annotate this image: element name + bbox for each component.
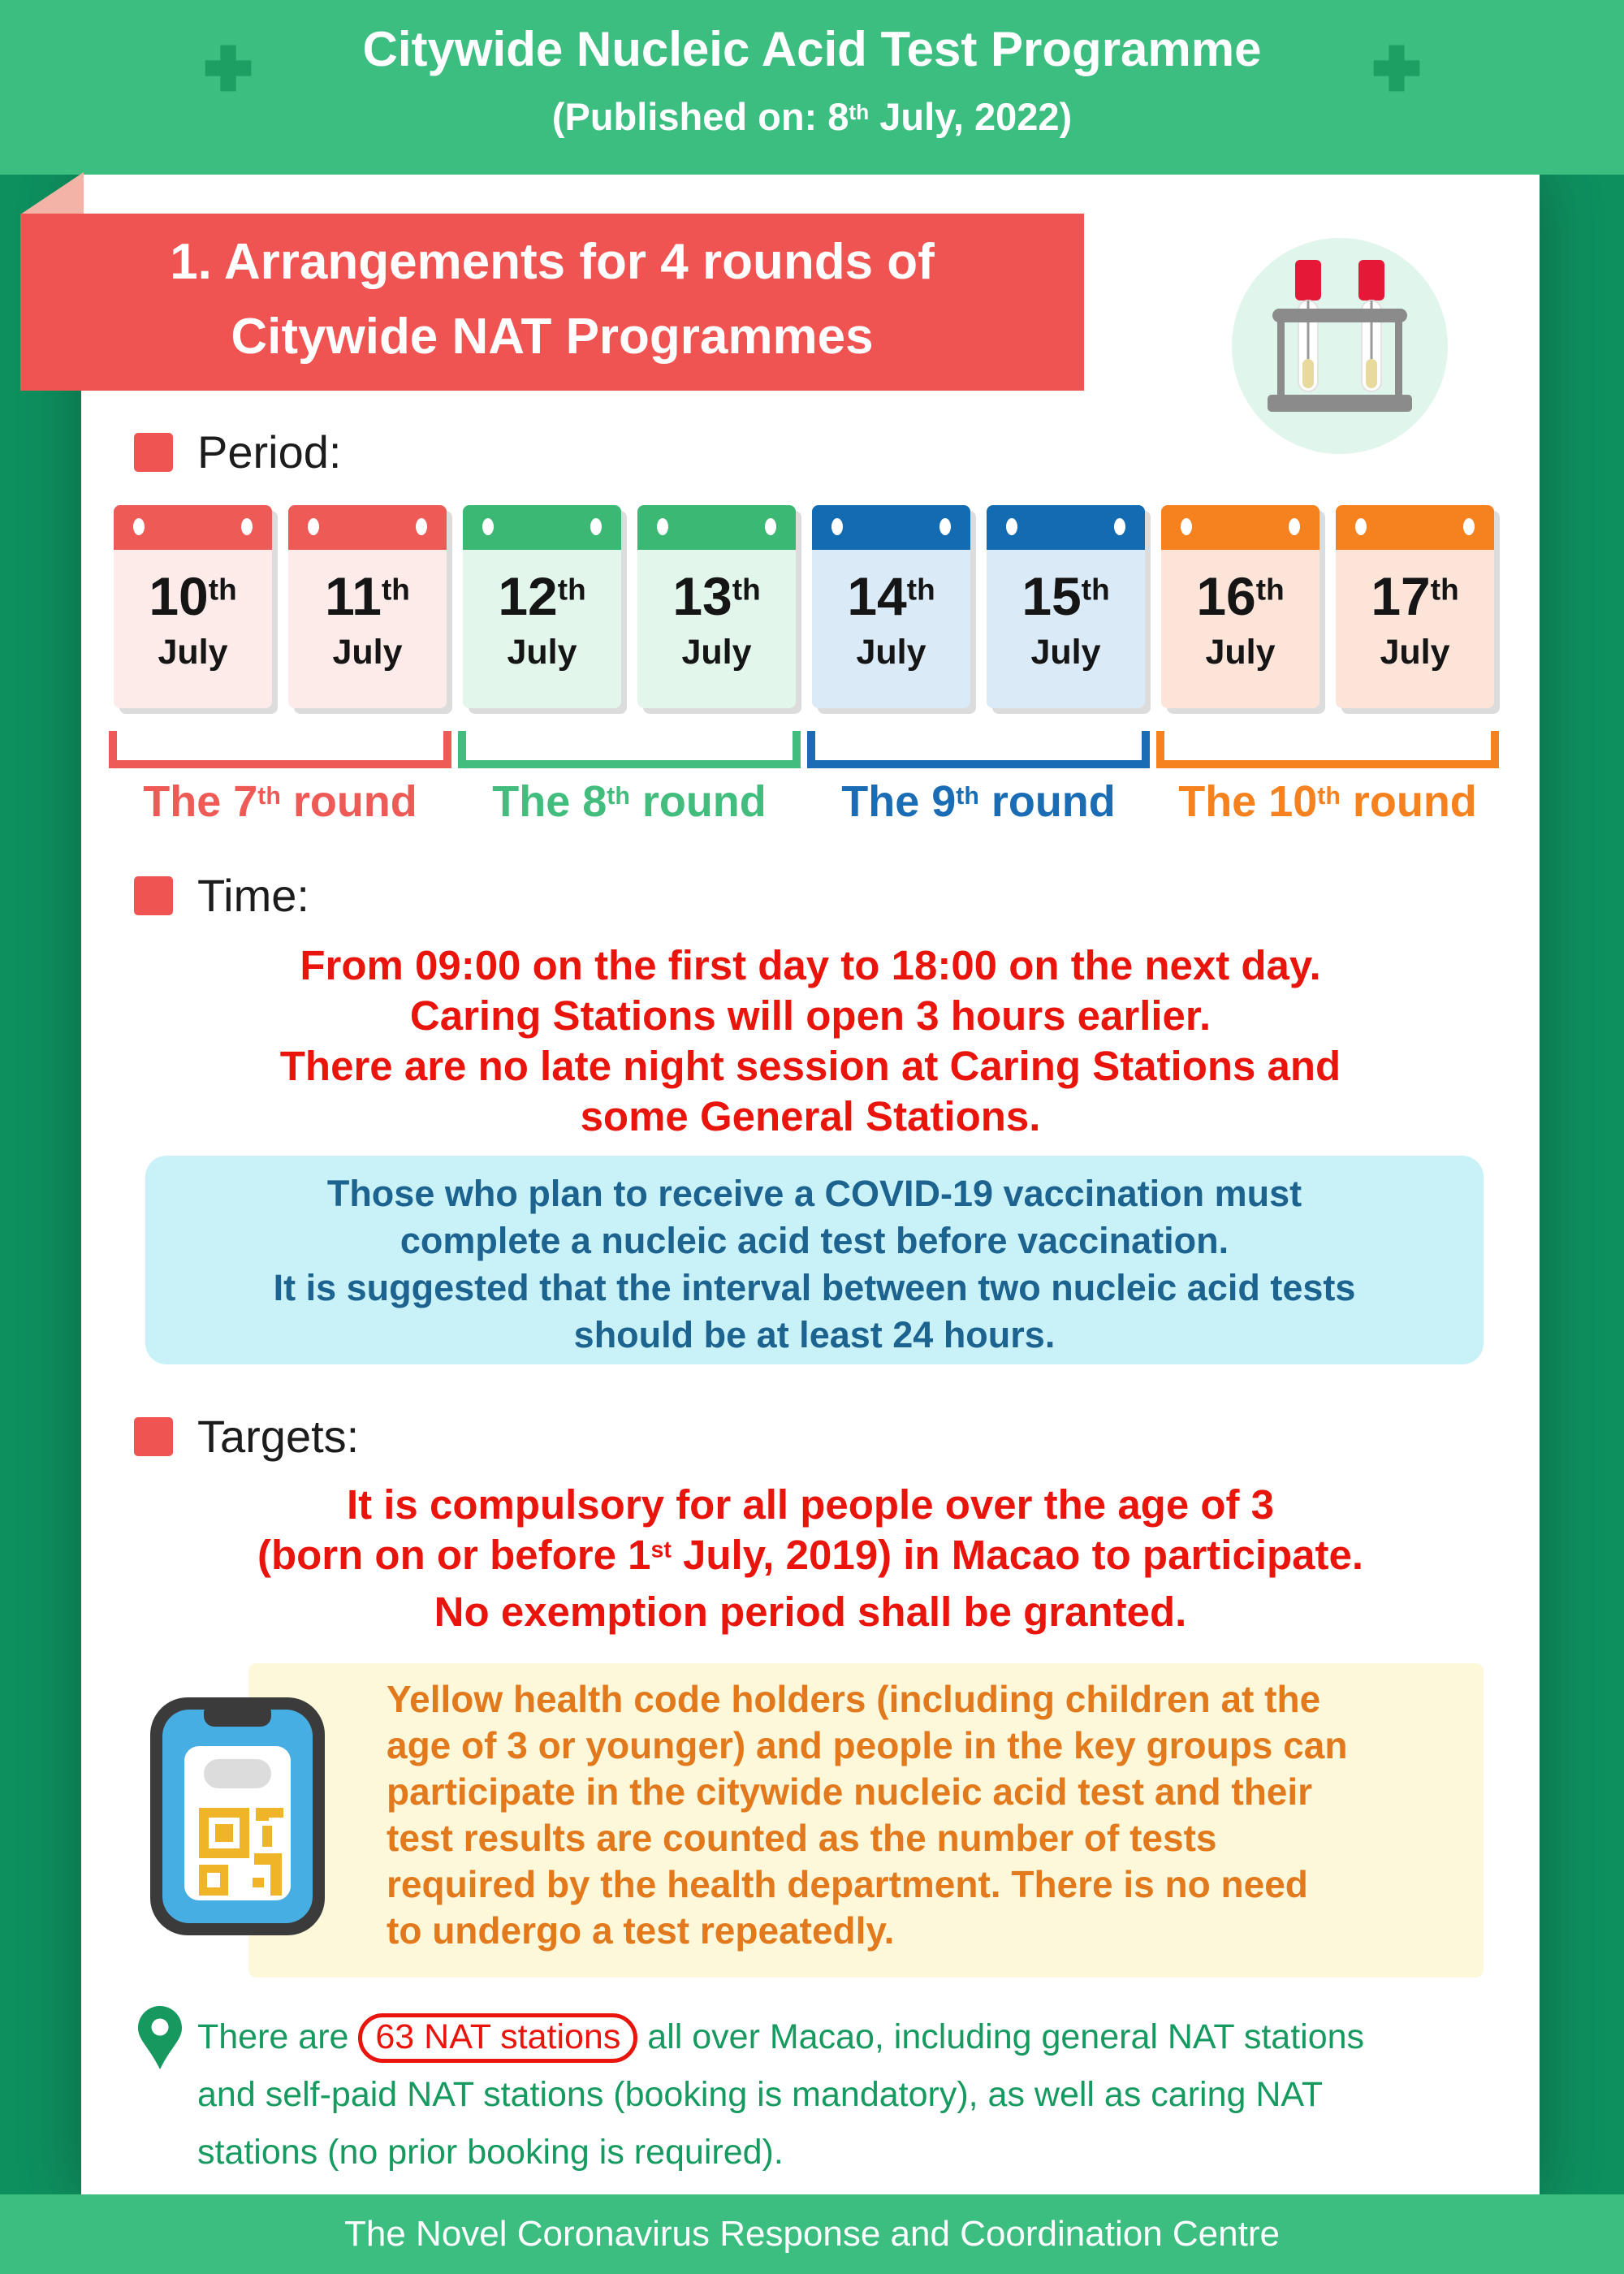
calendar-month: July — [1205, 633, 1276, 672]
vaccination-note-line-3: It is suggested that the interval between two nucleic acid tests — [273, 1267, 1356, 1308]
calendar-hole-right — [1463, 518, 1475, 535]
vaccination-note-line-2: complete a nucleic acid test before vaccination. — [400, 1220, 1229, 1261]
test-tube-rack-icon — [1232, 238, 1448, 454]
page-title: Citywide Nucleic Acid Test Programme — [362, 22, 1262, 76]
header-band — [0, 0, 1624, 175]
banner-line-2: Citywide NAT Programmes — [231, 309, 874, 365]
targets-line-3: No exemption period shall be granted. — [434, 1589, 1187, 1635]
key-groups-line-4: test results are counted as the number of tests — [387, 1817, 1217, 1859]
published-date-post: July, 2022) — [869, 95, 1073, 138]
targets-line-2 — [81, 1530, 1540, 1587]
calendar-day-number: 11 — [325, 566, 382, 626]
round-label-7 — [109, 776, 451, 827]
calendar-day-suffix: th — [381, 573, 410, 607]
red-square-bullet — [134, 1417, 173, 1456]
calendar-card-17-july — [1336, 505, 1494, 708]
stations-count-highlight: 63 NAT stations — [358, 2013, 637, 2063]
vaccination-note-box — [145, 1156, 1484, 1364]
calendar-day-number: 16 — [1196, 566, 1256, 626]
round-label-post: round — [629, 777, 767, 826]
targets-line-2-post: July, 2019) in Macao to participate. — [671, 1532, 1364, 1578]
calendar-hole-left — [1355, 518, 1367, 535]
calendar-card-10-july — [114, 505, 272, 708]
round-bracket-8 — [458, 731, 801, 768]
round-label-ordinal: th — [257, 782, 281, 810]
targets-line-2-ordinal: st — [650, 1537, 672, 1563]
health-code-phone-icon — [150, 1697, 325, 1939]
calendar-month: July — [158, 633, 228, 672]
calendar-card-header — [1336, 505, 1494, 550]
calendar-card-16-july — [1161, 505, 1320, 708]
calendar-card-13-july — [637, 505, 796, 708]
calendar-hole-right — [241, 518, 253, 535]
medical-cross-icon — [1369, 41, 1424, 96]
period-heading — [134, 426, 341, 478]
key-groups-line-6: to undergo a test repeatedly. — [387, 1909, 895, 1952]
stations-line-3: stations (no prior booking is required). — [197, 2133, 784, 2172]
calendar-day — [114, 566, 272, 626]
calendar-day-number: 14 — [847, 566, 907, 626]
time-line-4: some General Stations. — [580, 1093, 1041, 1139]
calendar-hole-left — [1181, 518, 1192, 535]
round-bracket-10 — [1156, 731, 1499, 768]
vaccination-note-line-1: Those who plan to receive a COVID-19 vaccination must — [326, 1173, 1302, 1214]
targets-line-1: It is compulsory for all people over the age of 3 — [346, 1481, 1275, 1528]
time-line-2: Caring Stations will open 3 hours earlier. — [409, 992, 1212, 1039]
time-paragraph — [81, 940, 1540, 1142]
round-bracket-7 — [109, 731, 451, 768]
calendar-month: July — [856, 633, 926, 672]
targets-heading-label: Targets: — [197, 1411, 360, 1462]
ribbon-fold-triangle — [20, 172, 84, 214]
section-1-banner — [20, 214, 1084, 391]
calendar-day-suffix: th — [208, 573, 237, 607]
calendar-hole-right — [590, 518, 602, 535]
calendar-card-header — [1161, 505, 1320, 550]
key-groups-line-1: Yellow health code holders (including children at the — [387, 1678, 1321, 1720]
stations-line-1-pre: There are — [197, 2017, 359, 2056]
calendar-hole-right — [416, 518, 427, 535]
round-label-post: round — [978, 777, 1116, 826]
round-label-ordinal: th — [607, 782, 630, 810]
targets-line-2-pre: (born on or before 1 — [257, 1532, 651, 1578]
stations-paragraph — [197, 2008, 1364, 2181]
round-label-ordinal: th — [1317, 782, 1341, 810]
calendar-day-suffix: th — [557, 573, 586, 607]
footer-band — [0, 2194, 1624, 2274]
key-groups-line-5: required by the health department. There is no need — [387, 1863, 1308, 1905]
time-line-1: From 09:00 on the first day to 18:00 on the next day. — [300, 942, 1321, 988]
round-label-post: round — [280, 777, 417, 826]
red-square-bullet — [134, 876, 173, 915]
targets-heading — [134, 1410, 359, 1463]
calendar-hole-right — [939, 518, 951, 535]
calendar-card-14-july — [812, 505, 970, 708]
calendar-card-header — [637, 505, 796, 550]
calendar-card-header — [987, 505, 1145, 550]
calendar-day-number: 12 — [498, 566, 558, 626]
calendar-hole-left — [482, 518, 494, 535]
calendar-day-suffix: th — [732, 573, 761, 607]
round-label-9 — [807, 776, 1150, 827]
calendar-hole-right — [1289, 518, 1300, 535]
key-groups-note-text — [387, 1676, 1347, 1954]
calendar-month: July — [1030, 633, 1101, 672]
calendar-hole-left — [831, 518, 843, 535]
calendar-card-header — [812, 505, 970, 550]
calendar-day — [463, 566, 621, 626]
time-heading — [134, 869, 309, 922]
calendar-month: July — [332, 633, 403, 672]
footer-text: The Novel Coronavirus Response and Coordination Centre — [344, 2214, 1280, 2254]
calendar-hole-left — [1006, 518, 1017, 535]
calendar-day-suffix: th — [1081, 573, 1110, 607]
calendar-day-suffix: th — [1255, 573, 1285, 607]
time-line-3: There are no late night session at Caring Stations and — [279, 1043, 1341, 1089]
calendar-month: July — [681, 633, 752, 672]
calendar-row — [114, 505, 1494, 708]
targets-paragraph — [81, 1480, 1540, 1637]
round-label-pre: The 10 — [1178, 777, 1318, 826]
round-bracket-9 — [807, 731, 1150, 768]
banner-line-1: 1. Arrangements for 4 rounds of — [170, 234, 935, 290]
calendar-hole-right — [765, 518, 776, 535]
round-label-pre: The 9 — [841, 777, 957, 826]
stations-line-1 — [197, 2008, 1364, 2066]
calendar-card-header — [463, 505, 621, 550]
calendar-day-number: 15 — [1021, 566, 1082, 626]
calendar-month: July — [507, 633, 577, 672]
calendar-day-number: 17 — [1371, 566, 1431, 626]
key-groups-line-2: age of 3 or younger) and people in the key groups can — [387, 1724, 1348, 1766]
red-square-bullet — [134, 433, 173, 472]
calendar-card-15-july — [987, 505, 1145, 708]
calendar-day — [812, 566, 970, 626]
calendar-hole-right — [1114, 518, 1125, 535]
calendar-month: July — [1380, 633, 1450, 672]
round-label-10 — [1156, 776, 1499, 827]
calendar-card-header — [114, 505, 272, 550]
round-label-pre: The 7 — [143, 777, 258, 826]
medical-cross-icon — [201, 41, 256, 96]
calendar-hole-left — [308, 518, 319, 535]
stations-line-1-post: all over Macao, including general NAT stations — [637, 2017, 1365, 2056]
published-date — [0, 94, 1624, 139]
period-heading-label: Period: — [197, 426, 342, 478]
calendar-card-header — [288, 505, 447, 550]
published-date-pre: (Published on: 8 — [551, 95, 849, 138]
round-label-post: round — [1340, 777, 1477, 826]
round-label-pre: The 8 — [492, 777, 607, 826]
stations-line-2: and self-paid NAT stations (booking is mandatory), as well as caring NAT — [197, 2075, 1324, 2114]
calendar-card-11-july — [288, 505, 447, 708]
calendar-day — [987, 566, 1145, 626]
calendar-day — [1161, 566, 1320, 626]
round-label-ordinal: th — [956, 782, 979, 810]
calendar-hole-left — [133, 518, 145, 535]
location-pin-icon — [138, 2006, 182, 2073]
vaccination-note-line-4: should be at least 24 hours. — [573, 1314, 1056, 1355]
calendar-day — [288, 566, 447, 626]
key-groups-line-3: participate in the citywide nucleic acid test and their — [387, 1770, 1313, 1813]
calendar-day — [637, 566, 796, 626]
calendar-day — [1336, 566, 1494, 626]
calendar-hole-left — [657, 518, 668, 535]
calendar-card-12-july — [463, 505, 621, 708]
time-heading-label: Time: — [197, 870, 309, 921]
calendar-day-number: 10 — [149, 566, 209, 626]
round-label-8 — [458, 776, 801, 827]
published-date-ordinal: th — [849, 99, 870, 124]
calendar-day-number: 13 — [672, 566, 732, 626]
calendar-day-suffix: th — [906, 573, 935, 607]
calendar-day-suffix: th — [1430, 573, 1459, 607]
